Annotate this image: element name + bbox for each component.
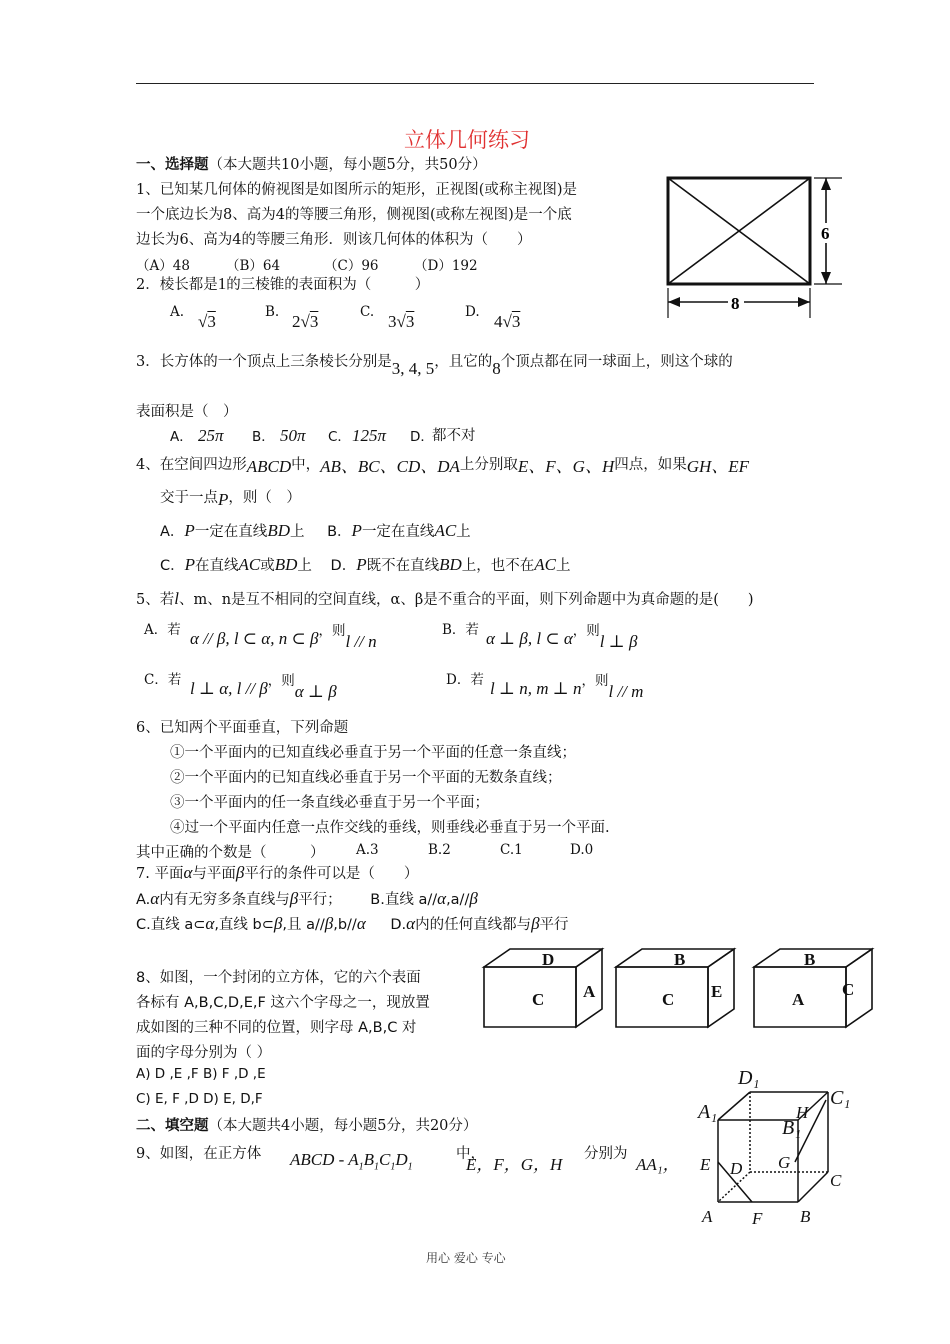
label-d1: D₁ [738, 1067, 760, 1089]
q2-stem: 2．棱长都是1的三棱锥的表面积为（ ） [136, 274, 430, 293]
cube2-top-letter: B [674, 950, 686, 969]
q3-option-d-label: D． [410, 429, 434, 445]
label-a1: A₁ [698, 1101, 718, 1123]
q6-option-c: C.1 [500, 842, 523, 858]
q8-options-2: C) E, F ,D D) E, D,F [136, 1091, 263, 1107]
q5-option-d-math: l ⊥ n, m ⊥ $n^{,则}l$ // m [490, 673, 644, 701]
q3-option-b-label: B． [252, 429, 275, 445]
q2-option-b-label: B. [265, 304, 280, 320]
q3-line2: 表面积是（ ） [136, 404, 238, 420]
q7-options-cd: C.直线 a⊂α,直线 b⊂β,且 a//β,b//α D.α内的任何直线都与β平行 [136, 914, 569, 933]
q1-line3: 边长为6、高为4的等腰三角形．则该几何体的体积为（ ） [136, 232, 532, 248]
q2-option-a-label: A. [170, 304, 185, 320]
cube3-front-letter: A [792, 990, 805, 1009]
q5-option-c-math: l ⊥ α, l // $\beta^{,则}\alpha$ ⊥ β [190, 673, 337, 701]
label-b1: B₁ [782, 1117, 802, 1139]
q8-line1: 8、如图，一个封闭的立方体，它的六个表面 [136, 970, 421, 986]
section2-title: 二、填空题 [136, 1117, 209, 1134]
label-f: F [752, 1209, 763, 1228]
q1-option-a: （A）48 [136, 258, 190, 274]
label-b: B [800, 1207, 811, 1226]
q4-stem: 4、在空间四边形ABCD中，AB、BC、CD、DA上分别取E、F、G、H四点，如果GH、EF [136, 457, 750, 476]
q5-option-b: B．若 [442, 622, 479, 638]
q6-item-2: ②一个平面内的已知直线必垂直于另一个平面的无数条直线； [170, 770, 562, 786]
cube3-side-letter: C [842, 980, 855, 999]
q9-cube-figure [690, 1062, 860, 1232]
page-title: 立体几何练习 [404, 128, 530, 152]
page-footer: 用心 爱心 专心 [426, 1251, 506, 1265]
q9-last: AA₁， [636, 1155, 680, 1174]
q9-middle: 中， [456, 1146, 485, 1162]
q1-option-c: （C）96 [324, 258, 379, 274]
q8-cubes-figure [480, 945, 880, 1035]
label-c1: C₁ [830, 1087, 851, 1109]
q1-line2: 一个底边长为8、高为4的等腰三角形，侧视图(或称左视图)是一个底 [136, 207, 572, 223]
arrow-up [821, 178, 831, 190]
q2-option-d: 4√3 [494, 312, 521, 331]
height-label: 6 [821, 224, 830, 243]
q2-option-d-label: D. [465, 304, 480, 320]
q7-options-ab: A.α内有无穷多条直线与β平行； B.直线 a//α,a//β [136, 889, 478, 908]
cube1-top-letter: D [542, 950, 555, 969]
section1-title: 一、选择题 [136, 156, 209, 173]
label-c: C [830, 1171, 842, 1190]
q1-option-d: （D）192 [414, 258, 478, 274]
q9-points: E，F，G，H [466, 1155, 563, 1174]
label-h: H [796, 1103, 809, 1122]
arrow-down [821, 272, 831, 284]
q5-stem: 5、若l、m、n是互不相同的空间直线，α、β是不重合的平面，则下列命题中为真命题的是( ) [136, 589, 754, 608]
q4-options-cd: C．P在直线AC或BD上 D．P既不在直线BD上，也不在AC上 [160, 555, 571, 574]
q4-options-ab: A．P一定在直线BD上 B．P一定在直线AC上 [160, 521, 471, 540]
label-e: E [700, 1155, 711, 1174]
width-label: 8 [731, 294, 740, 313]
q1-option-b: （B）64 [226, 258, 281, 274]
section2-heading [136, 1114, 477, 1135]
q5-option-d: D．若 [446, 672, 484, 688]
q5-option-b-math: α ⊥ β, l ⊂ $\alpha^{,则}l$ ⊥ β [486, 623, 638, 651]
q6-option-a: A.3 [356, 842, 379, 858]
section2-note: （本大题共4小题，每小题5分，共20分） [208, 1118, 478, 1134]
q6-item-3: ③一个平面内的任一条直线必垂直于另一个平面； [170, 795, 489, 811]
q2-option-b: 2√3 [292, 312, 319, 331]
q6-item-4: ④过一个平面内任意一点作交线的垂线，则垂线必垂直于另一个平面. [170, 820, 610, 836]
q2-option-a: √3 [198, 312, 216, 331]
q1-line1: 1、已知某几何体的俯视图是如图所示的矩形，正视图(或称主视图)是 [136, 182, 578, 198]
q6-count-question: 其中正确的个数是（ ） [136, 845, 325, 861]
label-a: A [702, 1207, 713, 1226]
q3-option-c: 125π [352, 426, 387, 445]
q3-stem: 3．长方体的一个顶点上三条棱长分别是3, 4, 5，且它的8个顶点都在同一球面上，则这个球的 [136, 354, 733, 378]
q6-option-d: D.0 [570, 842, 594, 858]
q3-option-b: 50π [280, 426, 306, 445]
cube2-front-letter: C [662, 990, 675, 1009]
q2-option-c-label: C. [360, 304, 375, 320]
q3-option-d: 都不对 [432, 428, 476, 444]
q8-line3: 成如图的三种不同的位置，则字母 A,B,C 对 [136, 1020, 417, 1036]
q7-stem: 7. 平面α与平面β平行的条件可以是（ ） [136, 863, 419, 882]
q5-option-c: C．若 [144, 672, 182, 688]
q4-line2: 交于一点P，则（ ） [160, 490, 301, 509]
cube2-side-letter: E [711, 982, 723, 1001]
q9-stem: 9、如图，在正方体 [136, 1146, 262, 1162]
arrow-left [668, 297, 680, 307]
header-rule [136, 83, 814, 84]
label-d: D [730, 1159, 743, 1178]
q2-option-c: 3√3 [388, 312, 415, 331]
q8-line2: 各标有 A,B,C,D,E,F 这六个字母之一，现放置 [136, 995, 430, 1011]
q9-cube-name: ABCD - $A_1B_1C_1D_1$ [290, 1150, 413, 1173]
section1-note: （本大题共10小题，每小题5分，共50分） [208, 157, 487, 173]
arrow-right [798, 297, 810, 307]
cube1-side-letter: A [583, 982, 596, 1001]
q3-option-a: 25π [198, 426, 224, 445]
q8-options-1: A) D ,E ,F B) F ,D ,E [136, 1066, 266, 1082]
q3-option-a-label: A． [170, 429, 193, 445]
q6-item-1: ①一个平面内的已知直线必垂直于另一个平面的任意一条直线； [170, 745, 576, 761]
q5-option-a: A．若 [144, 622, 181, 638]
section1-heading [136, 153, 487, 174]
q5-option-a-math: α // β, l ⊂ α, n ⊂ $\beta^{,则}l$ // n [190, 623, 377, 651]
cube3-top-letter: B [804, 950, 816, 969]
q1-rectangle-figure [664, 170, 844, 320]
label-g: G [778, 1153, 791, 1172]
q6-stem: 6、已知两个平面垂直，下列命题 [136, 720, 349, 736]
q6-option-b: B.2 [428, 842, 451, 858]
q3-option-c-label: C． [328, 429, 351, 445]
q9-post: 分别为 [584, 1146, 628, 1162]
cube1-front-letter: C [532, 990, 545, 1009]
q8-line4: 面的字母分别为（ ） [136, 1045, 272, 1061]
